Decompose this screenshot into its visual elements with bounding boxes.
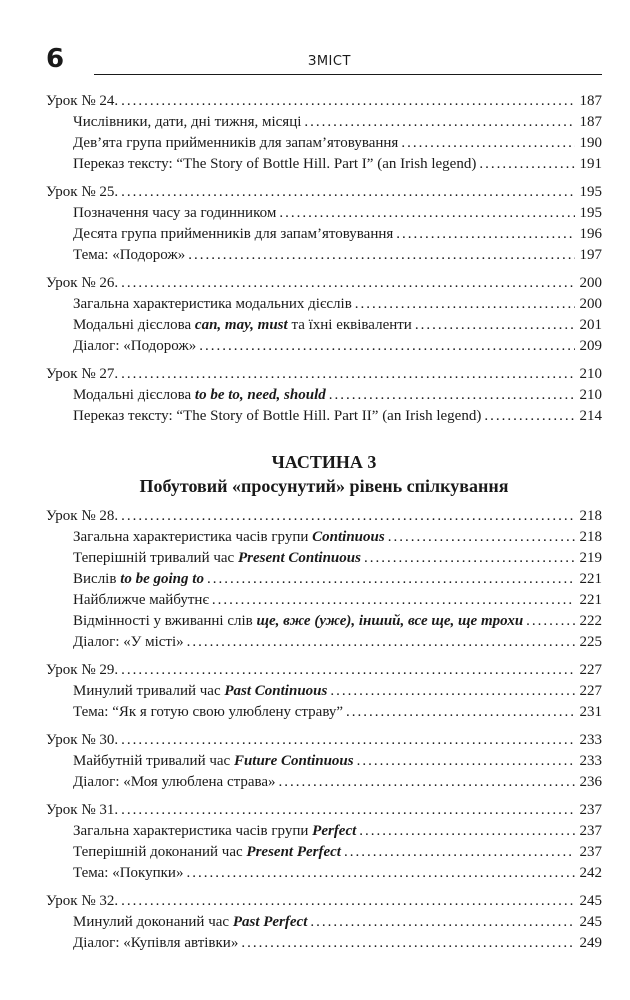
toc-page-number: 197 (579, 247, 602, 263)
toc-section-top (46, 91, 602, 427)
dot-leader (344, 842, 575, 863)
toc-page-number: 236 (579, 774, 602, 790)
page-header (46, 44, 602, 84)
toc-entry-title: Переказ тексту: “The Story of Bottle Hill. Part I” (an Irish legend) (73, 156, 477, 172)
toc-entry-title: Переказ тексту: “The Story of Bottle Hill. Part II” (an Irish legend) (73, 408, 482, 424)
part-subtitle: Побутовий «просунутий» рівень спілкування (139, 476, 509, 496)
toc-page-number: 196 (579, 226, 602, 242)
toc-section-bottom (46, 506, 602, 954)
toc-entry (46, 772, 602, 793)
dot-leader (199, 336, 575, 357)
toc-page-number: 191 (579, 156, 602, 172)
toc-page-number: 237 (579, 802, 602, 818)
dot-leader (121, 660, 575, 681)
toc-lesson-group (46, 182, 602, 266)
toc-entry-title-emphasis: can, may, must (194, 317, 288, 333)
dot-leader (241, 933, 575, 954)
toc-page-number: 201 (579, 317, 602, 333)
dot-leader (121, 91, 575, 112)
toc-entry-title-emphasis: ще, вже (уже), інший, все ще, ще трохи (256, 613, 524, 629)
toc-entry-title: Урок № 30. (46, 732, 119, 748)
toc-entry-title-emphasis: Present Continuous (237, 550, 361, 566)
toc-entry-title: Десята група прийменників для запам’ятовування (73, 226, 394, 242)
toc-entry (46, 611, 602, 632)
toc-entry-title (73, 548, 361, 569)
dot-leader (121, 891, 575, 912)
toc-entry-title-emphasis: to be to, need, should (194, 387, 326, 403)
toc-page-number: 190 (579, 135, 602, 151)
toc-page-number: 245 (579, 893, 602, 909)
toc-entry-title-suffix: та їхні еквіваленти (287, 317, 412, 333)
toc-entry-title: Урок № 26. (46, 275, 119, 291)
dot-leader (279, 772, 575, 793)
toc-page-number: 249 (579, 935, 602, 951)
toc-entry-title-prefix: Модальні дієслова (73, 387, 195, 403)
toc-page-number: 219 (579, 550, 602, 566)
dot-leader (186, 863, 575, 884)
toc-entry-title-prefix: Теперішній доконаний час (73, 844, 247, 860)
toc-entry (46, 912, 602, 933)
toc-entry-title (73, 681, 327, 702)
toc-lesson-entry (46, 182, 602, 203)
toc-entry-title (73, 315, 412, 336)
toc-page-number: 227 (579, 662, 602, 678)
dot-leader (121, 182, 575, 203)
toc-entry-title-prefix: Вислів (73, 571, 121, 587)
toc-entry (46, 821, 602, 842)
toc-entry-title: Числівники, дати, дні тижня, місяці (73, 114, 302, 130)
toc-page-number: 225 (579, 634, 602, 650)
toc-lesson-entry (46, 660, 602, 681)
toc-entry-title (73, 912, 307, 933)
dot-leader (526, 611, 575, 632)
page-number: 6 (46, 44, 65, 74)
toc-entry-title: Урок № 28. (46, 508, 119, 524)
toc-entry-title-emphasis: Continuous (312, 529, 385, 545)
toc-entry (46, 702, 602, 723)
toc-lesson-group (46, 800, 602, 884)
toc-lesson-entry (46, 800, 602, 821)
toc-entry-title: Дев’ята група прийменників для запам’ятовування (73, 135, 399, 151)
dot-leader (304, 112, 575, 133)
toc-entry-title (73, 611, 523, 632)
dot-leader (121, 800, 575, 821)
toc-entry (46, 933, 602, 954)
toc-entry (46, 336, 602, 357)
dot-leader (401, 133, 575, 154)
toc-entry-title-prefix: Минулий тривалий час (73, 683, 225, 699)
toc-entry-title: Тема: «Подорож» (73, 247, 186, 263)
toc-entry (46, 632, 602, 653)
toc-entry (46, 245, 602, 266)
toc-lesson-entry (46, 891, 602, 912)
toc-page-number: 200 (579, 275, 602, 291)
toc-page-number: 209 (579, 338, 602, 354)
toc-entry (46, 406, 602, 427)
toc-page-number: 221 (579, 571, 602, 587)
toc-entry-title-emphasis: Past Continuous (224, 683, 328, 699)
toc-page-number: 231 (579, 704, 602, 720)
toc-lesson-group (46, 506, 602, 653)
toc-entry-title (73, 569, 204, 590)
toc-entry (46, 863, 602, 884)
toc-entry-title-prefix: Модальні дієслова (73, 317, 195, 333)
toc-entry (46, 527, 602, 548)
toc-page-number: 195 (579, 184, 602, 200)
toc-page-number: 210 (579, 366, 602, 382)
toc-entry-title-prefix: Загальна характеристика часів групи (73, 823, 313, 839)
toc-page-number: 233 (579, 732, 602, 748)
dot-leader (207, 569, 575, 590)
toc-entry-title: Діалог: «Подорож» (73, 338, 197, 354)
toc-entry (46, 294, 602, 315)
part-heading (46, 450, 602, 498)
dot-leader (357, 751, 575, 772)
dot-leader (330, 681, 575, 702)
toc-page-number: 200 (579, 296, 602, 312)
toc-entry-title-emphasis: Past Perfect (232, 914, 308, 930)
toc-entry (46, 548, 602, 569)
toc-lesson-group (46, 273, 602, 357)
dot-leader (346, 702, 575, 723)
dot-leader (187, 632, 575, 653)
toc-entry (46, 133, 602, 154)
dot-leader (121, 506, 575, 527)
dot-leader (364, 548, 575, 569)
toc-page-number: 214 (579, 408, 602, 424)
toc-entry (46, 681, 602, 702)
toc-entry (46, 112, 602, 133)
dot-leader (396, 224, 575, 245)
toc-lesson-entry (46, 364, 602, 385)
toc-entry-title: Урок № 24. (46, 93, 119, 109)
dot-leader (355, 294, 575, 315)
toc-lesson-group (46, 891, 602, 954)
dot-leader (359, 821, 575, 842)
toc-entry (46, 842, 602, 863)
toc-entry (46, 385, 602, 406)
toc-entry-title-emphasis: Perfect (312, 823, 357, 839)
toc-lesson-entry (46, 730, 602, 751)
toc-page-number: 210 (579, 387, 602, 403)
toc-entry (46, 590, 602, 611)
toc-entry-title: Діалог: «У місті» (73, 634, 184, 650)
toc-entry-title-emphasis: Present Perfect (246, 844, 341, 860)
toc-entry-title: Загальна характеристика модальних дієслів (73, 296, 352, 312)
toc-entry-title (73, 751, 354, 772)
toc-page-number: 222 (579, 613, 602, 629)
toc-entry (46, 203, 602, 224)
dot-leader (415, 315, 575, 336)
toc-page-number: 218 (579, 529, 602, 545)
dot-leader (329, 385, 575, 406)
toc-entry-title-prefix: Майбутній тривалий час (73, 753, 234, 769)
toc-lesson-group (46, 91, 602, 175)
dot-leader (310, 912, 575, 933)
toc-entry (46, 224, 602, 245)
toc-page-number: 187 (579, 114, 602, 130)
dot-leader (121, 730, 575, 751)
toc-entry-title: Тема: «Покупки» (73, 865, 184, 881)
toc-entry-title: Урок № 32. (46, 893, 119, 909)
toc-entry (46, 315, 602, 336)
toc-lesson-group (46, 660, 602, 723)
toc-page-number: 233 (579, 753, 602, 769)
header-rule (94, 74, 602, 75)
dot-leader (479, 154, 575, 175)
toc-lesson-group (46, 730, 602, 793)
toc-entry-title (73, 821, 356, 842)
toc-entry-title-prefix: Минулий доконаний час (73, 914, 233, 930)
toc-entry-title: Діалог: «Моя улюблена страва» (73, 774, 276, 790)
toc-entry-title: Урок № 31. (46, 802, 119, 818)
dot-leader (212, 590, 575, 611)
toc-page-number: 245 (579, 914, 602, 930)
toc-entry-title-emphasis: Future Continuous (233, 753, 354, 769)
toc-entry-title: Урок № 29. (46, 662, 119, 678)
dot-leader (279, 203, 575, 224)
toc-lesson-group (46, 364, 602, 427)
toc-entry-title (73, 527, 385, 548)
toc-entry-title: Урок № 25. (46, 184, 119, 200)
dot-leader (388, 527, 575, 548)
toc-entry-title-prefix: Відмінності у вживанні слів (73, 613, 257, 629)
toc-lesson-entry (46, 91, 602, 112)
toc-entry (46, 154, 602, 175)
dot-leader (121, 364, 575, 385)
dot-leader (121, 273, 575, 294)
toc-page-number: 227 (579, 683, 602, 699)
toc-lesson-entry (46, 273, 602, 294)
toc-entry (46, 569, 602, 590)
toc-entry-title: Урок № 27. (46, 366, 119, 382)
toc-entry-title: Діалог: «Купівля автівки» (73, 935, 239, 951)
running-header-title: ЗМІСТ (308, 54, 351, 69)
toc-entry-title: Тема: “Як я готую свою улюблену страву” (73, 704, 344, 720)
part-title: ЧАСТИНА 3 (271, 452, 377, 472)
dot-leader (188, 245, 575, 266)
toc-entry-title: Позначення часу за годинником (73, 205, 277, 221)
toc-page-number: 187 (579, 93, 602, 109)
toc-entry-title-prefix: Теперішній тривалий час (73, 550, 238, 566)
toc-entry-title-emphasis: to be going to (120, 571, 204, 587)
toc-lesson-entry (46, 506, 602, 527)
toc-entry (46, 751, 602, 772)
toc-page-number: 195 (579, 205, 602, 221)
toc-page-number: 218 (579, 508, 602, 524)
toc-page-number: 221 (579, 592, 602, 608)
toc-entry-title-prefix: Загальна характеристика часів групи (73, 529, 313, 545)
toc-entry-title: Найближче майбутнє (73, 592, 209, 608)
toc-page-number: 237 (579, 823, 602, 839)
toc-entry-title (73, 842, 341, 863)
dot-leader (484, 406, 575, 427)
toc-entry-title (73, 385, 326, 406)
toc-page-number: 237 (579, 844, 602, 860)
toc-page-number: 242 (579, 865, 602, 881)
